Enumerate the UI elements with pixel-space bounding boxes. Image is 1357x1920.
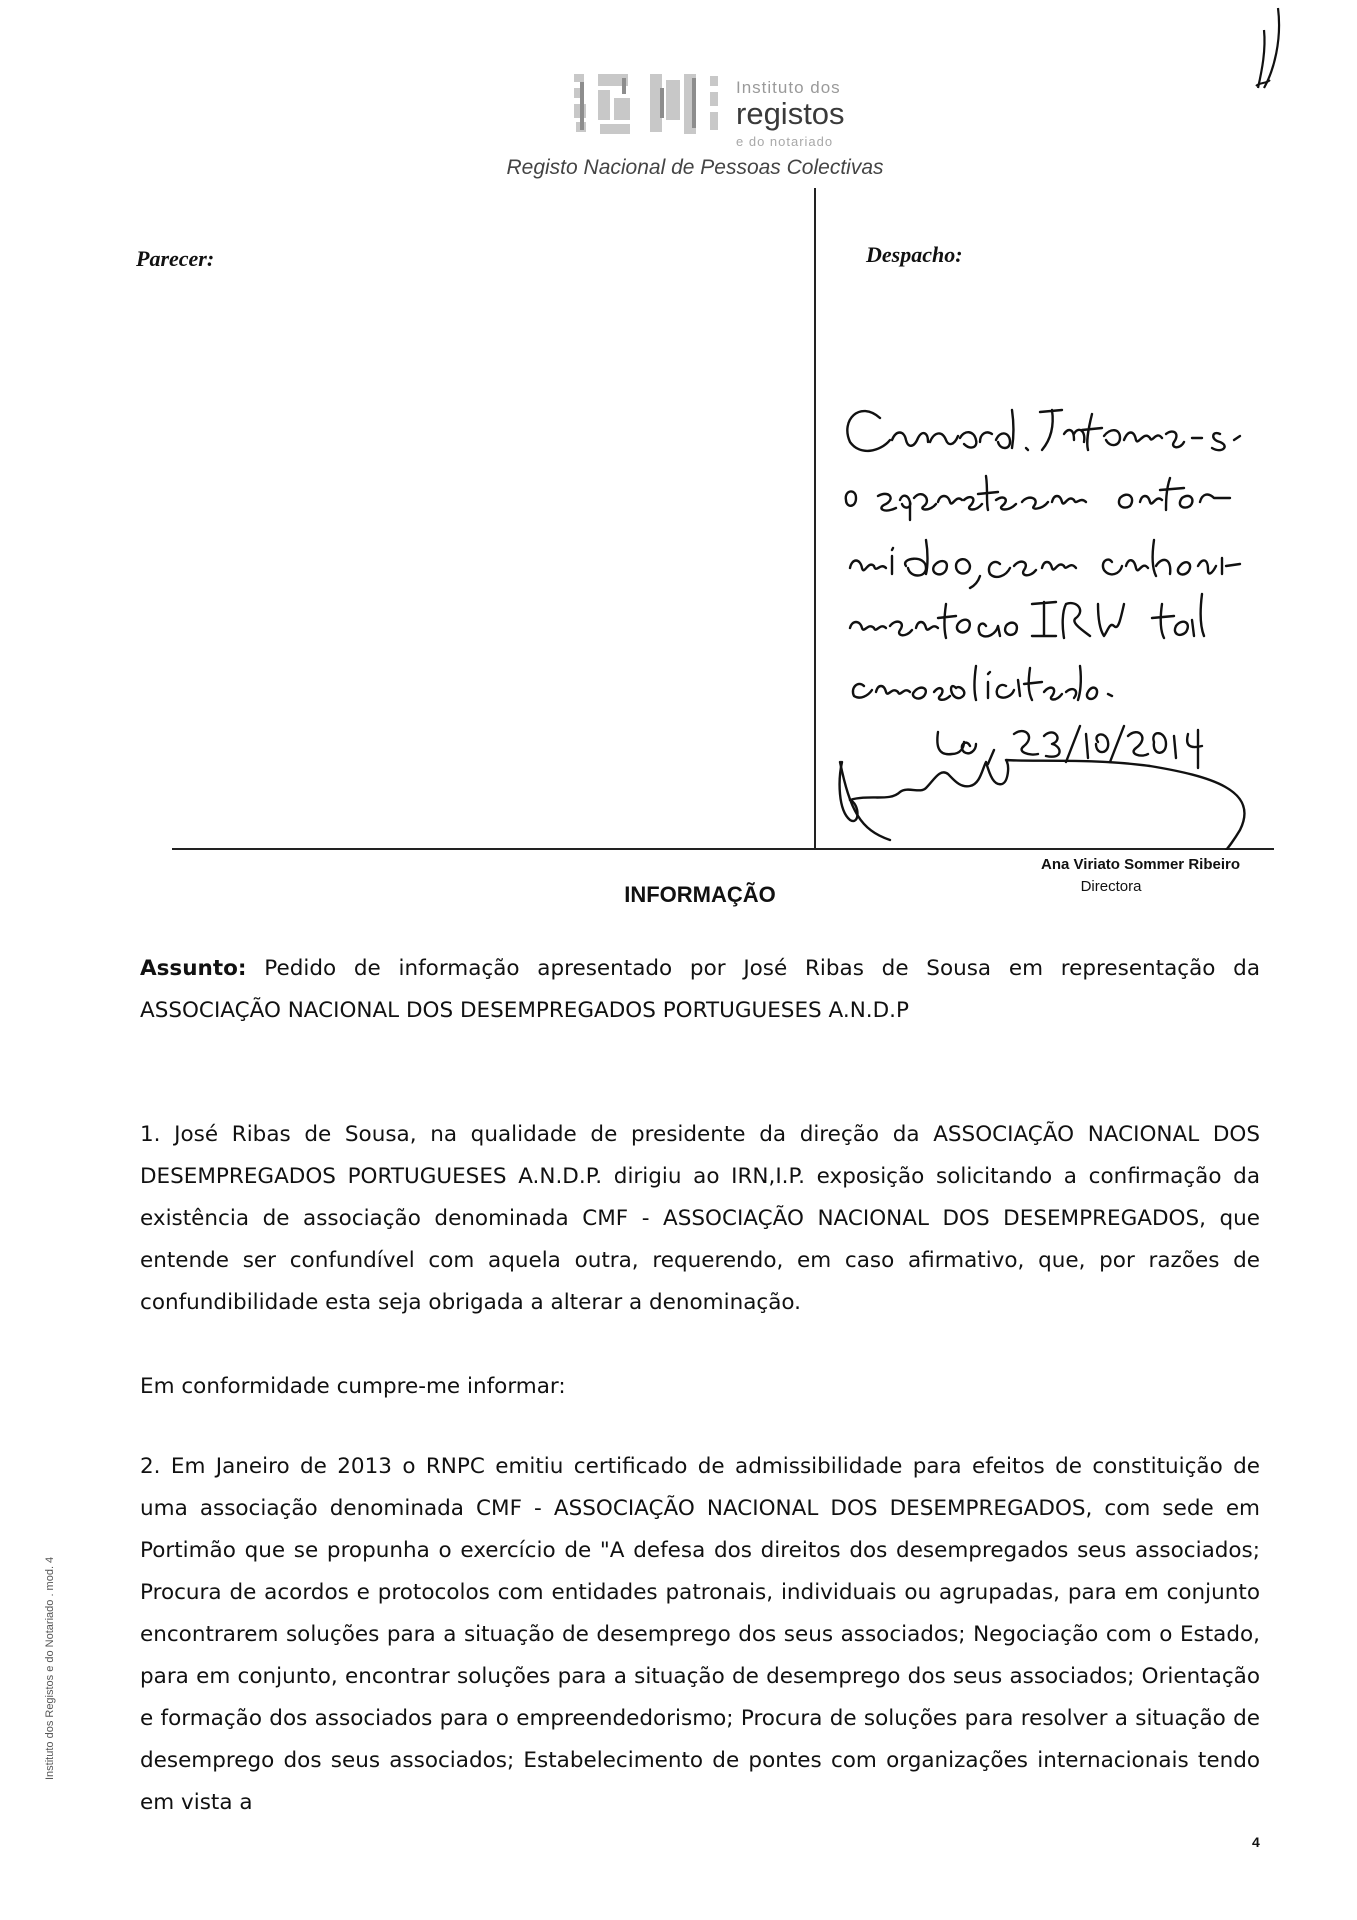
side-form-reference: Instituto dos Registos e do Notariado . mod. 4	[44, 1556, 56, 1780]
page-mark: 4	[1252, 1834, 1260, 1850]
assunto-paragraph	[140, 948, 1260, 1032]
institute-name-line3: e do notariado	[736, 134, 834, 149]
institute-name-line2: registos	[736, 96, 845, 131]
paragraph-2: 2. Em Janeiro de 2013 o RNPC emitiu certificado de admissibilidade para efeitos de constituição de uma associação denominada CMF - ASSOCIAÇÃO NACIONAL DOS DESEMPREGADOS, com sede em Portimão que se propunha o exercício de "A defesa dos direitos dos desempregados seus associados; Procura de acordos e protocolos com entidades patronais, individuais ou agrupadas, para em conjunto encontrarem soluções para a situação de desemprego dos seus associados; Negociação com o Estado, para em conjunto, encontrar soluções para a situação de desemprego dos seus associados; Orientação e formação dos associados para o empreendedorismo; Procura de soluções para resolver a situação de desemprego dos seus associados; Estabelecimento de pontes com organizações internacionais tendo em vista a	[140, 1454, 1260, 1815]
institute-name-line1: Instituto dos	[736, 78, 841, 97]
column-divider	[814, 188, 816, 848]
paragraph-em-conformidade: Em conformidade cumpre-me informar:	[140, 1374, 566, 1399]
parecer-label: Parecer:	[136, 246, 215, 271]
department-name: Registo Nacional de Pessoas Colectivas	[506, 156, 884, 179]
signatory-role: Directora	[1080, 878, 1142, 895]
handwritten-despacho-note	[830, 390, 1310, 850]
document-title: INFORMAÇÃO	[624, 882, 776, 907]
assunto-label: Assunto:	[140, 956, 247, 981]
signatory-name: Ana Viriato Sommer Ribeiro	[1041, 856, 1240, 873]
despacho-label: Despacho:	[866, 242, 963, 267]
paragraph-1: 1. José Ribas de Sousa, na qualidade de presidente da direção da ASSOCIAÇÃO NACIONAL DOS DESEMPREGADOS PORTUGUESES A.N.D.P. dirigiu ao IRN,I.P. exposição solicitando a confirmação da existência de associação denominada CMF - ASSOCIAÇÃO NACIONAL DOS DESEMPREGADOS, que entende ser confundível com aquela outra, requerendo, em caso afirmativo, que, por razões de confundibilidade esta seja obrigada a alterar a denominação.	[140, 1122, 1260, 1315]
assunto-text: Pedido de informação apresentado por José Ribas de Sousa em representação da ASSOCIAÇÃO NACIONAL DOS DESEMPREGADOS PORTUGUESES A.N.D.P	[140, 956, 1261, 1023]
corner-handwritten-mark	[1240, 0, 1300, 100]
